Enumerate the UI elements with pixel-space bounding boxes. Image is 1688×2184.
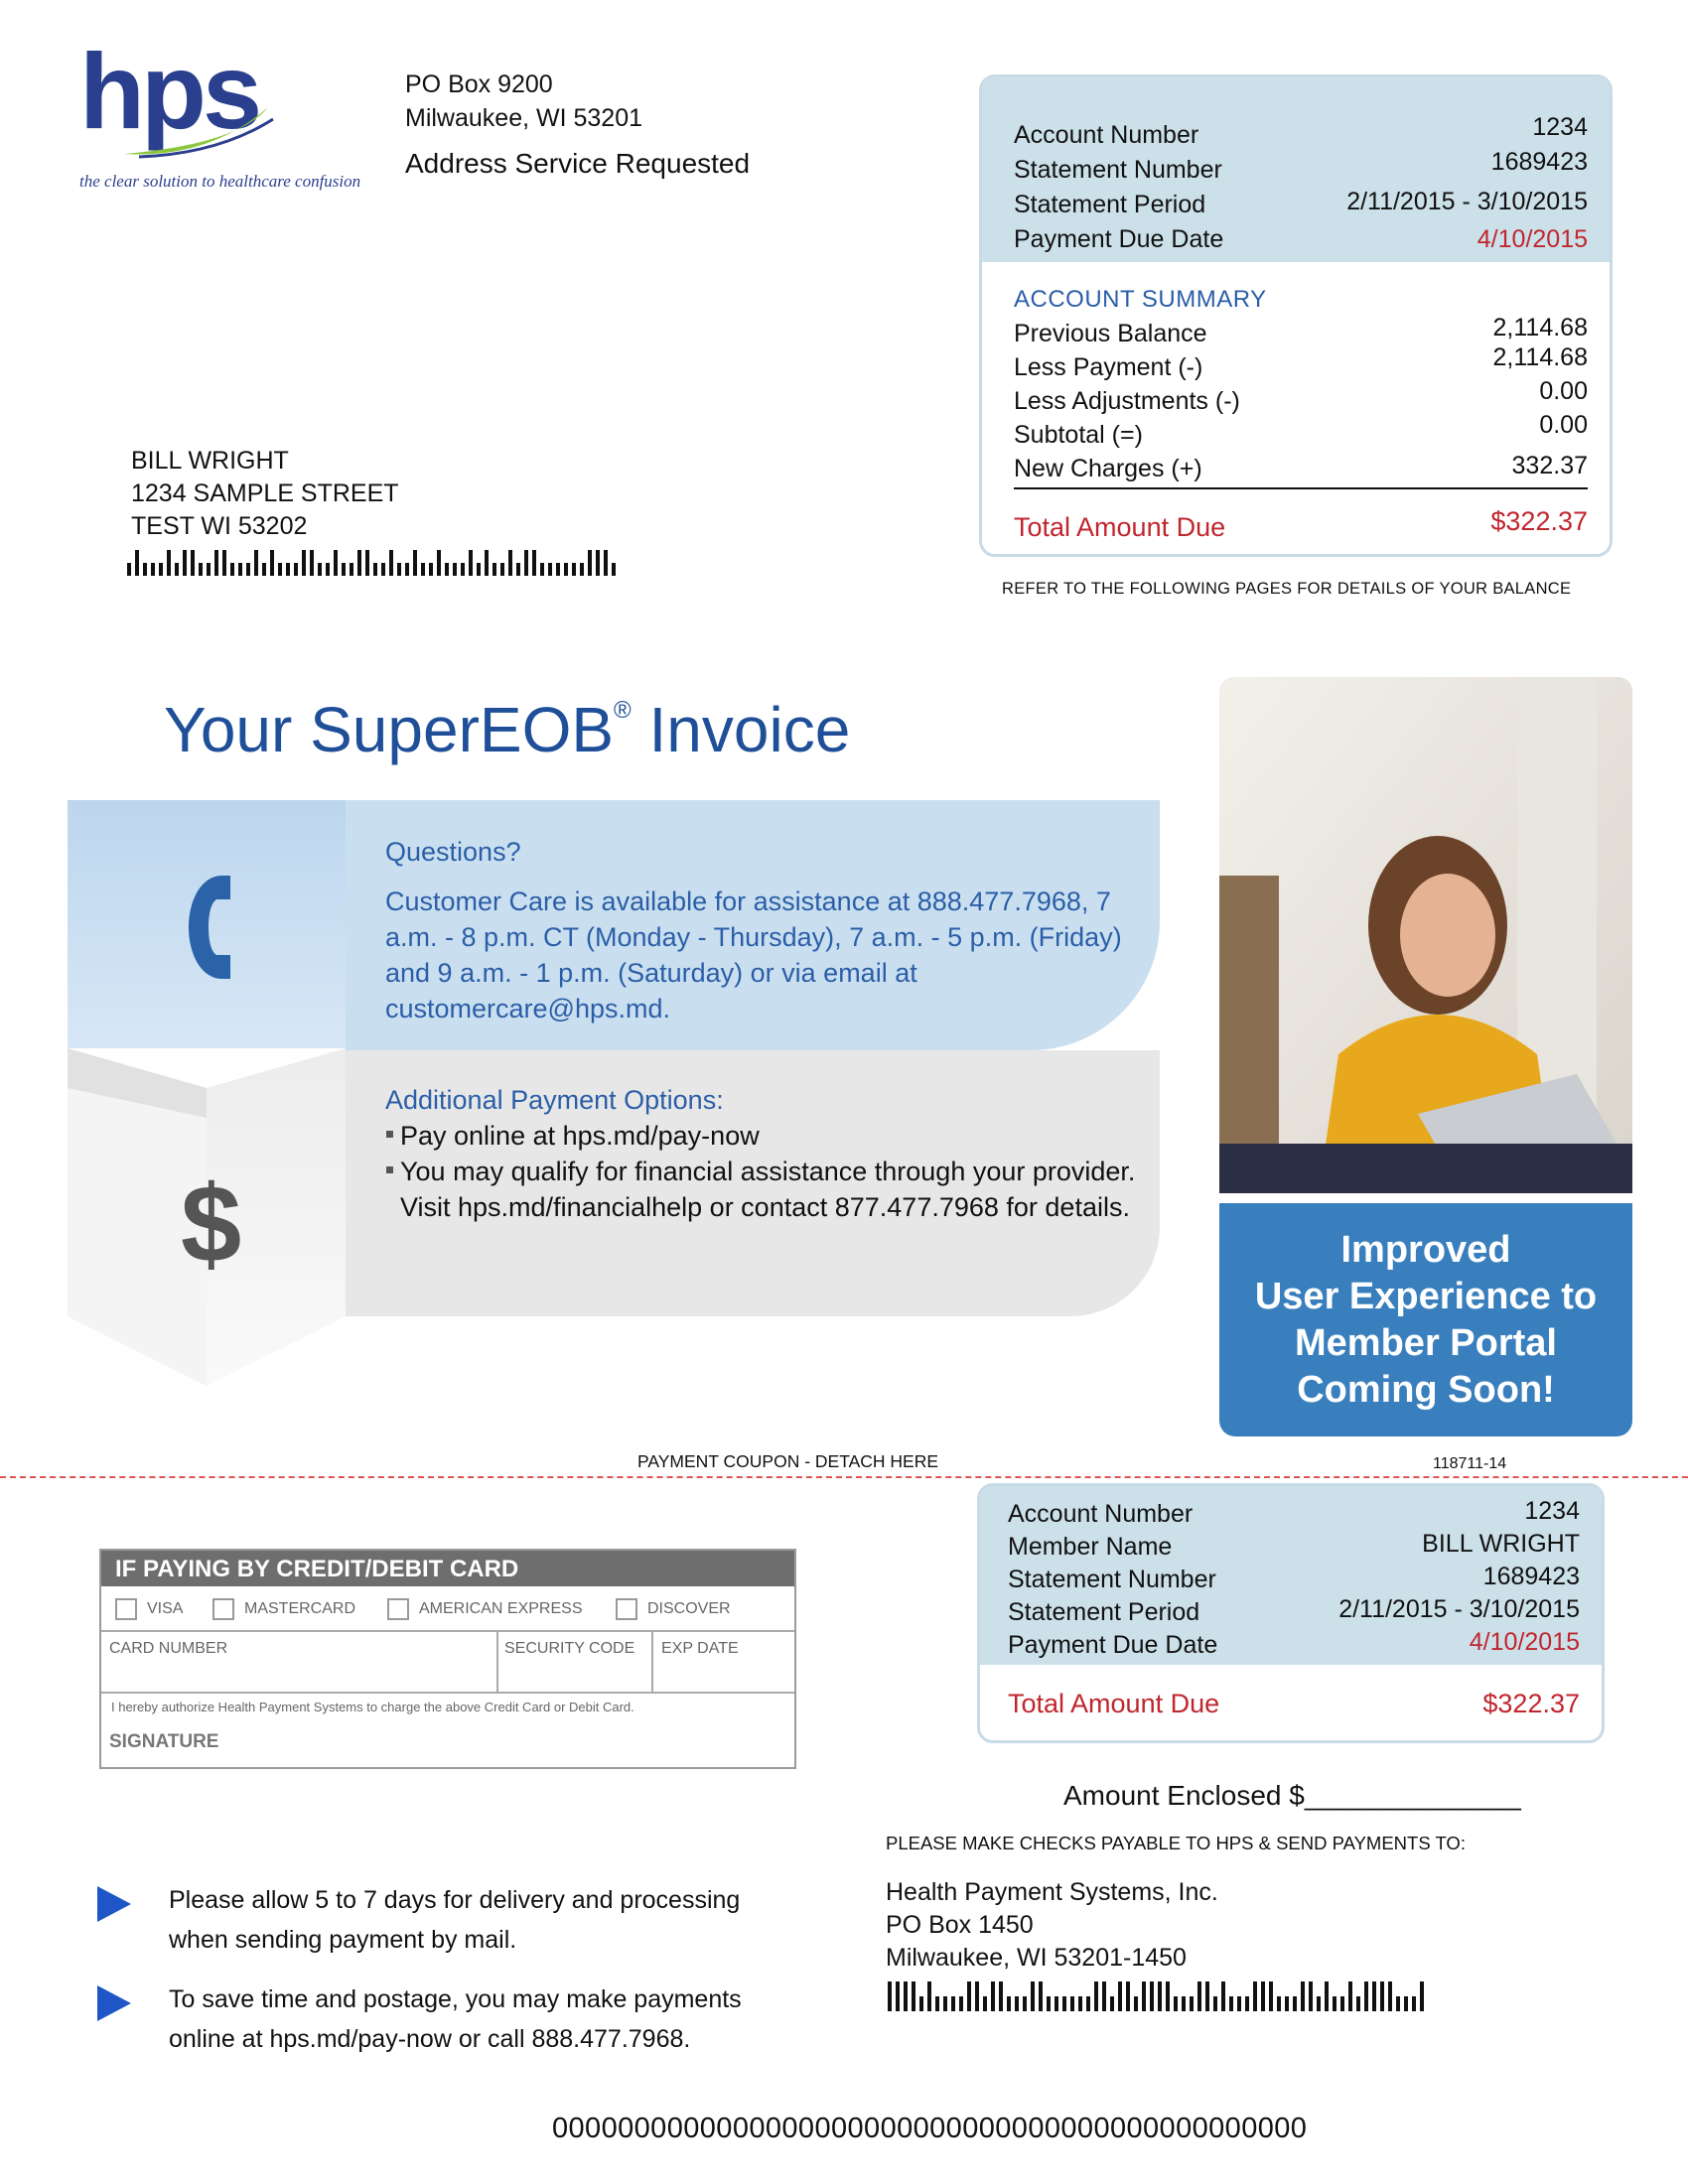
coupon-due-row [1008,1628,1580,1660]
barcode-bar [1333,1996,1336,2011]
barcode-bar [262,563,266,576]
summary-row [1014,411,1588,450]
payment-options-heading: Additional Payment Options: [385,1085,724,1115]
total-due-row [1014,506,1588,543]
barcode-bar [927,1981,931,2011]
account-summary-title: ACCOUNT SUMMARY [1014,286,1267,313]
barcode-bar [461,563,465,576]
remit-line1: PO Box 1450 [886,1911,1034,1939]
coupon-period-row [1008,1595,1580,1627]
coupon-account-value: 1234 [1524,1497,1580,1525]
remit-name: Health Payment Systems, Inc. [886,1878,1218,1906]
address-service-requested: Address Service Requested [405,148,751,179]
barcode-bar [532,550,536,576]
barcode-bar [580,563,584,576]
barcode-bar [278,563,282,576]
barcode-bar [1015,1996,1019,2011]
barcode-bar [151,563,155,576]
barcode-bar [1325,1981,1329,2011]
barcode-bar [1293,1996,1297,2011]
page-title [164,693,850,766]
barcode-bar [207,563,211,576]
barcode-bar [453,563,457,576]
account-number-value: 1234 [1532,113,1588,141]
promo-line: User Experience to [1254,1275,1598,1317]
visa-checkbox[interactable] [115,1598,183,1620]
remit-address [886,1876,1218,1975]
barcode-bar [1070,1996,1074,2011]
remit-barcode [888,1981,1424,2011]
barcode-bar [999,1981,1003,2011]
dollar-icon: $ [181,1163,242,1286]
coupon-total-label: Total Amount Due [1008,1689,1220,1718]
barcode-bar [334,550,338,576]
barcode-bar [159,563,163,576]
sender-line1: PO Box 9200 [405,70,553,98]
refer-note: REFER TO THE FOLLOWING PAGES FOR DETAILS OF YOUR BALANCE [1002,580,1572,598]
member-portal-banner[interactable] [1219,1203,1632,1436]
barcode-bar [230,563,234,576]
barcode-bar [286,563,290,576]
payment-options-text [385,1082,1140,1225]
barcode-bar [175,563,179,576]
statement-number-label: Statement Number [1014,156,1222,184]
barcode-bar [1023,1996,1027,2011]
barcode-bar [508,550,512,576]
barcode-bar [1142,1981,1146,2011]
barcode-bar [1285,1996,1289,2011]
visa-label: VISA [147,1600,184,1617]
barcode-bar [516,563,520,576]
coupon-detach-label: PAYMENT COUPON - DETACH HERE [637,1451,939,1471]
recipient-name: BILL WRIGHT [131,447,289,475]
coupon-member-value: BILL WRIGHT [1422,1530,1580,1558]
barcode-bar [1110,1996,1114,2011]
registered-mark: ® [614,697,632,724]
barcode-bar [1055,1996,1058,2011]
barcode-bar [357,550,361,576]
barcode-bar [500,563,504,576]
total-due-value: $322.37 [1490,506,1588,536]
barcode-bar [1190,1996,1194,2011]
barcode-bar [1237,1996,1241,2011]
coupon-due-value: 4/10/2015 [1469,1628,1580,1656]
barcode-bar [1301,1981,1305,2011]
discover-checkbox[interactable] [616,1598,731,1620]
barcode-bar [967,1981,971,2011]
barcode-bar [1047,1996,1051,2011]
barcode-bar [912,1981,915,2011]
barcode-bar [612,563,616,576]
barcode-bar [389,550,393,576]
barcode-bar [1102,1981,1106,2011]
sender-line2: Milwaukee, WI 53201 [405,104,643,132]
barcode-bar [1174,1996,1178,2011]
barcode-bar [1372,1981,1376,2011]
barcode-bar [222,550,226,576]
account-summary-box [979,74,1613,557]
coupon-due-label: Payment Due Date [1008,1631,1218,1659]
statement-period-value: 2/11/2015 - 3/10/2015 [1346,188,1588,215]
payment-option-item: Pay online at hps.md/pay-now [385,1118,1140,1154]
coupon-statement-value: 1689423 [1482,1563,1580,1590]
title-main: Your SuperEOB [164,694,615,765]
barcode-bar [1213,1996,1217,2011]
barcode-bar [373,563,377,576]
summary-label: Previous Balance [1014,320,1207,347]
logo-tagline: the clear solution to healthcare confusion [79,172,361,191]
barcode-bar [1205,1981,1209,2011]
summary-value: 2,114.68 [1492,343,1588,371]
summary-label: Less Payment (-) [1014,353,1203,381]
barcode-bar [1166,1981,1170,2011]
payable-note: PLEASE MAKE CHECKS PAYABLE TO HPS & SEND PAYMENTS TO: [886,1833,1466,1853]
barcode-bar [199,563,203,576]
promo-line: Improved [1340,1228,1511,1271]
barcode-bar [896,1981,900,2011]
summary-value: 332.37 [1511,452,1588,479]
woman-laptop-photo [1219,677,1632,1193]
barcode-bar [564,563,568,576]
barcode-bar [429,563,433,576]
barcode-bar [405,563,409,576]
barcode-bar [1126,1981,1130,2011]
recipient-street: 1234 SAMPLE STREET [131,479,399,507]
coupon-member-row [1008,1530,1580,1562]
barcode-bar [350,563,353,576]
online-note [169,1979,742,2059]
card-number-field[interactable]: CARD NUMBER [109,1640,228,1657]
recipient-address [131,445,399,543]
barcode-bar [143,563,147,576]
barcode-bar [951,1996,955,2011]
barcode-bar [437,550,441,576]
barcode-bar [1182,1996,1186,2011]
promo-line: Member Portal [1295,1321,1557,1364]
barcode-bar [1253,1981,1257,2011]
barcode-bar [975,1981,979,2011]
summary-row [1014,452,1588,483]
barcode-bar [1364,1981,1368,2011]
recipient-city: TEST WI 53202 [131,512,308,540]
due-date-row [1014,225,1588,254]
signature-field[interactable]: SIGNATURE [109,1731,219,1752]
barcode-bar [127,563,131,576]
summary-label: Subtotal (=) [1014,421,1143,449]
barcode-bar [254,550,258,576]
scan-line: 0000000000000000000000000000000000000000000000 [552,2113,1308,2144]
arrow-right-icon [97,1886,131,1922]
barcode-bar [588,550,592,576]
questions-body: Customer Care is available for assistance at 888.477.7968, 7 a.m. - 8 p.m. CT (Monday - Thursday), 7 a.m. - 5 p.m. (Friday) and 9 a.m. - 1 p.m. (Saturday) or via email at customercare@hps.md. [385,887,1122,1024]
sender-address [405,68,750,181]
hps-logo: hps [79,31,259,151]
barcode-bar [342,563,346,576]
summary-value: 0.00 [1539,377,1588,405]
promo-line: Coming Soon! [1297,1368,1555,1411]
note-line: when sending payment by mail. [169,1926,517,1954]
barcode-bar [1412,1996,1416,2011]
remit-line2: Milwaukee, WI 53201-1450 [886,1944,1187,1972]
barcode-bar [1356,1996,1360,2011]
barcode-bar [943,1996,947,2011]
statement-number-row [1014,148,1588,185]
barcode-bar [1380,1981,1384,2011]
barcode-bar [1396,1996,1400,2011]
barcode-bar [1245,1996,1249,2011]
barcode-bar [381,563,385,576]
exp-date-field[interactable]: EXP DATE [661,1640,739,1657]
total-due-label: Total Amount Due [1014,512,1226,542]
barcode-bar [1277,1996,1281,2011]
barcode-bar [1261,1981,1265,2011]
barcode-bar [477,563,481,576]
barcode-bar [556,563,560,576]
barcode-bar [1094,1981,1098,2011]
coupon-period-label: Statement Period [1008,1598,1200,1626]
account-number-label: Account Number [1014,121,1199,149]
amount-enclosed-field[interactable]: Amount Enclosed $______________ [1063,1780,1521,1811]
arrow-right-icon [97,1985,131,2021]
coupon-period-value: 2/11/2015 - 3/10/2015 [1338,1595,1580,1623]
barcode-bar [445,563,449,576]
barcode-bar [397,563,401,576]
barcode-bar [1317,1996,1321,2011]
barcode-bar [294,563,298,576]
barcode-bar [1062,1996,1066,2011]
barcode-bar [469,550,473,576]
barcode-bar [183,550,187,576]
postal-barcode [127,550,616,576]
coupon-member-label: Member Name [1008,1533,1173,1561]
barcode-bar [421,563,425,576]
barcode-bar [246,563,250,576]
barcode-bar [1221,1981,1225,2011]
barcode-bar [1134,1996,1138,2011]
barcode-bar [548,563,552,576]
barcode-bar [1150,1981,1154,2011]
barcode-bar [310,550,314,576]
mastercard-label: MASTERCARD [244,1600,356,1617]
barcode-bar [135,550,139,576]
coupon-account-box [977,1483,1605,1743]
barcode-bar [1007,1996,1011,2011]
coupon-account-label: Account Number [1008,1500,1194,1528]
barcode-bar [904,1981,908,2011]
title-suffix: Invoice [631,694,851,765]
payment-option-item: You may qualify for financial assistance through your provider. Visit hps.md/financialhelp or contact 877.477.7968 for details. [385,1154,1140,1225]
barcode-bar [1309,1981,1313,2011]
logo-swoosh-icon [119,99,278,159]
barcode-bar [1269,1981,1273,2011]
barcode-bar [1118,1981,1122,2011]
summary-value: 0.00 [1539,411,1588,439]
coupon-total-row [1008,1689,1580,1719]
detach-line [0,1476,1688,1478]
account-number-row [1014,113,1588,150]
barcode-bar [991,1981,995,2011]
barcode-bar [1229,1996,1233,2011]
coupon-total-value: $322.37 [1482,1689,1580,1718]
barcode-bar [604,550,608,576]
barcode-bar [413,550,417,576]
due-date-label: Payment Due Date [1014,225,1224,253]
amex-label: AMERICAN EXPRESS [419,1600,583,1617]
phone-icon [183,872,232,1012]
barcode-bar [365,550,369,576]
barcode-bar [492,563,496,576]
barcode-bar [888,1981,892,2011]
questions-heading: Questions? [385,837,521,867]
note-line: online at hps.md/pay-now or call 888.477.7968. [169,2025,691,2053]
barcode-bar [485,550,489,576]
summary-label: Less Adjustments (-) [1014,387,1240,415]
barcode-bar [326,563,330,576]
barcode-bar [1348,1981,1352,2011]
questions-text [385,834,1140,1026]
amex-checkbox[interactable] [387,1598,582,1620]
barcode-bar [540,563,544,576]
note-line: To save time and postage, you may make payments [169,1985,742,2013]
credit-card-form [99,1549,796,1769]
barcode-bar [318,563,322,576]
credit-card-heading: IF PAYING BY CREDIT/DEBIT CARD [101,1551,794,1586]
due-date-value: 4/10/2015 [1477,225,1588,253]
barcode-bar [167,550,171,576]
summary-label: New Charges (+) [1014,455,1202,482]
barcode-bar [919,1996,923,2011]
barcode-bar [572,563,576,576]
coupon-id: 118711-14 [1433,1455,1507,1472]
barcode-bar [959,1996,963,2011]
barcode-bar [1197,1981,1201,2011]
mastercard-checkbox[interactable] [212,1598,355,1620]
barcode-bar [1388,1981,1392,2011]
barcode-bar [1086,1996,1090,2011]
statement-number-value: 1689423 [1490,148,1588,176]
summary-row [1014,377,1588,416]
barcode-bar [238,563,242,576]
barcode-bar [524,550,528,576]
coupon-statement-row [1008,1563,1580,1594]
mail-note [169,1880,740,1960]
coupon-statement-label: Statement Number [1008,1566,1216,1593]
barcode-bar [1039,1981,1043,2011]
barcode-bar [1031,1981,1035,2011]
barcode-bar [1340,1996,1344,2011]
coupon-account-row [1008,1497,1580,1529]
barcode-bar [1404,1996,1408,2011]
barcode-bar [983,1996,987,2011]
summary-divider [1014,487,1588,489]
discover-label: DISCOVER [647,1600,731,1617]
statement-period-row [1014,188,1588,219]
summary-row [1014,343,1588,382]
barcode-bar [1158,1981,1162,2011]
barcode-bar [214,550,218,576]
barcode-bar [270,550,274,576]
barcode-bar [596,550,600,576]
statement-period-label: Statement Period [1014,191,1206,218]
summary-value: 2,114.68 [1492,314,1588,341]
barcode-bar [191,550,195,576]
barcode-bar [935,1996,939,2011]
note-line: Please allow 5 to 7 days for delivery and processing [169,1886,741,1914]
barcode-bar [1420,1981,1424,2011]
authorization-text: I hereby authorize Health Payment Systems to charge the above Credit Card or Debit Card. [111,1700,634,1714]
security-code-field[interactable]: SECURITY CODE [504,1640,635,1657]
barcode-bar [302,550,306,576]
barcode-bar [1078,1996,1082,2011]
